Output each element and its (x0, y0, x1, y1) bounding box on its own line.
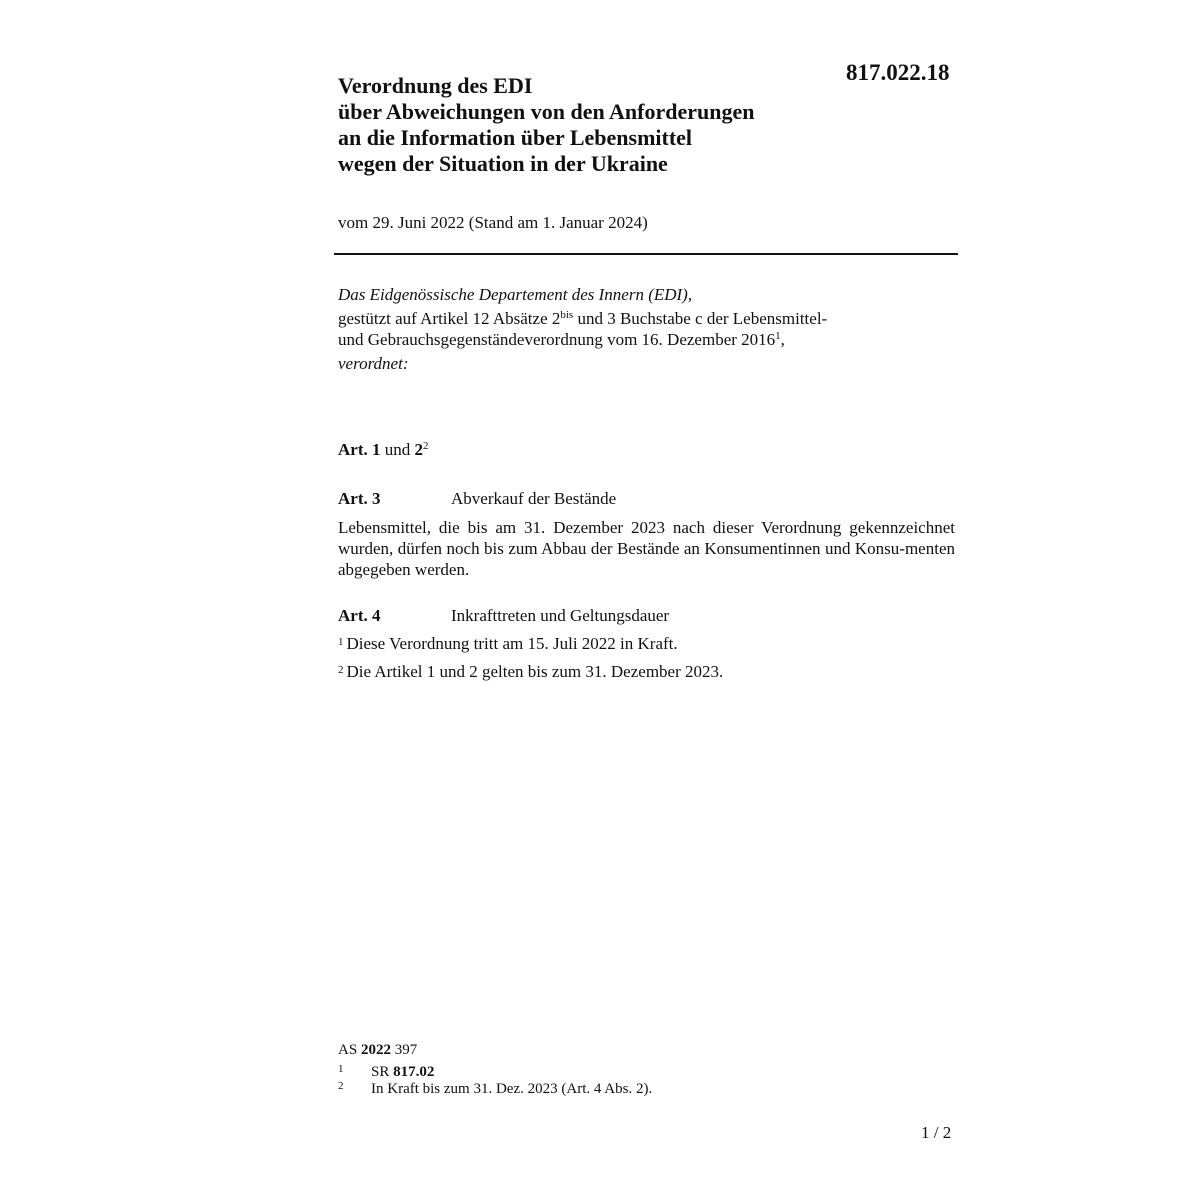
article-4-paragraph (338, 634, 678, 654)
footnote (338, 1063, 434, 1081)
preamble (338, 284, 958, 374)
title-line: an die Information über Lebensmittel (338, 125, 693, 150)
basis-text: gestützt auf Artikel 12 Absätze 2 (338, 309, 561, 328)
header-divider (334, 253, 958, 255)
official-year: 2022 (360, 1042, 391, 1058)
article-1-2-heading (338, 440, 428, 460)
article-title: Inkrafttreten und Geltungsdauer (451, 606, 670, 625)
page-number: 1 / 2 (921, 1123, 952, 1142)
article-3-heading (338, 489, 616, 509)
article-3-body: Lebensmittel, die bis am 31. Dezember 2023 nach dieser Verordnung gekennzeichnet wurden, dürfen noch bis zum Abbau der Bestände an Konsumentinnen und Konsu-menten abgegeben werden. (338, 518, 955, 579)
footnote-ref[interactable]: 1 (775, 330, 781, 342)
sr-number: 817.022.18 (846, 60, 950, 85)
official-page: 397 (390, 1042, 418, 1058)
footnote-number: 2 (338, 1080, 344, 1092)
basis-superscript: bis (560, 309, 574, 321)
footnote (338, 1080, 652, 1098)
article-connector: und (380, 440, 415, 459)
official-collection-ref (338, 1042, 417, 1059)
page-title (338, 73, 754, 177)
article-title: Abverkauf der Bestände (451, 489, 617, 508)
preamble-authority: Das Eidgenössische Departement des Innern (EDI), (338, 285, 693, 304)
article-number: Art. 3 (338, 489, 381, 508)
preamble-basis (338, 308, 958, 350)
footnote-text: In Kraft bis zum 31. Dez. 2023 (Art. 4 Abs. 2). (371, 1081, 653, 1097)
paragraph-number: 1 (338, 636, 344, 648)
article-4-paragraph (338, 662, 723, 682)
paragraph-text: Die Artikel 1 und 2 gelten bis zum 31. Dezember 2023. (346, 662, 724, 681)
footnote-number: 1 (338, 1063, 344, 1075)
footnote-ref[interactable]: 2 (422, 440, 429, 452)
date-line: vom 29. Juni 2022 (Stand am 1. Januar 2024) (338, 213, 648, 232)
article-number: 2 (414, 440, 423, 459)
basis-text: und 3 Buchstabe c der Lebensmittel- (573, 309, 828, 328)
preamble-enact: verordnet: (338, 354, 409, 373)
basis-text: , (780, 330, 785, 349)
article-number: Art. 1 (338, 440, 381, 459)
paragraph-number: 2 (338, 664, 344, 676)
basis-text: und Gebrauchsgegenständeverordnung vom 16. Dezember 2016 (338, 330, 776, 349)
article-4-heading (338, 606, 669, 626)
title-line: wegen der Situation in der Ukraine (338, 151, 668, 176)
official-prefix: AS (338, 1042, 361, 1058)
title-line: über Abweichungen von den Anforderungen (338, 99, 755, 124)
footnote-prefix: SR (371, 1064, 394, 1080)
title-line: Verordnung des EDI (338, 73, 533, 98)
article-number: Art. 4 (338, 606, 381, 625)
paragraph-text: Diese Verordnung tritt am 15. Juli 2022 in Kraft. (346, 634, 678, 653)
footnote-bold: 817.02 (393, 1064, 435, 1080)
